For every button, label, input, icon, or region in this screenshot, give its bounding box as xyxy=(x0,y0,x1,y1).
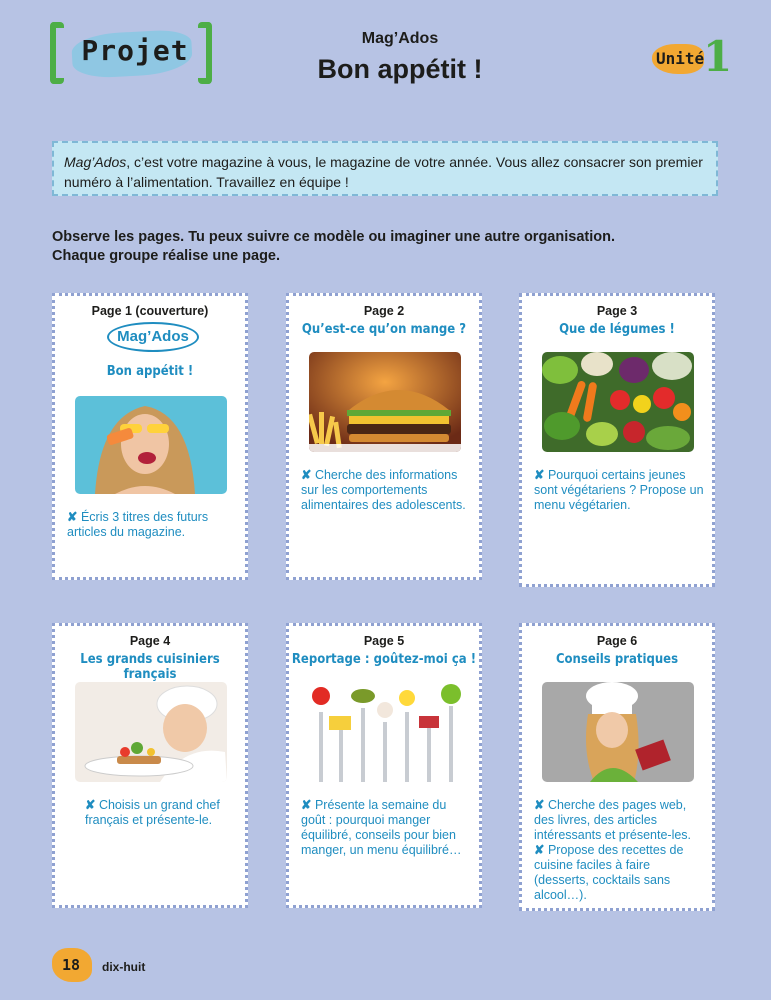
page-card-2 xyxy=(286,293,482,580)
forks-illustration xyxy=(309,682,461,782)
bracket-left-shape xyxy=(50,22,64,84)
project-label: Projet xyxy=(81,34,189,67)
intro-box xyxy=(52,141,718,196)
girl-popsicle-illustration xyxy=(75,396,227,494)
card-image-vegetables xyxy=(542,352,694,452)
card-page-number: Page 2 xyxy=(363,304,405,318)
cross-icon: ✘ xyxy=(534,468,548,482)
card-task xyxy=(301,468,471,513)
card-page-number: Page 4 xyxy=(129,634,171,648)
cross-icon: ✘ xyxy=(301,468,315,482)
magazine-logo: Mag’Ados xyxy=(107,322,199,352)
unit-number: 1 xyxy=(703,32,733,81)
card-title: Les grands cuisiniers français xyxy=(80,652,220,682)
chef-illustration xyxy=(75,682,227,782)
card-task xyxy=(301,798,471,858)
card-image-chef xyxy=(75,682,227,782)
card-image-burger xyxy=(309,352,461,452)
girl-chef-illustration xyxy=(542,682,694,782)
card-task-text: Propose des recettes de cuisine faciles à faire (desserts, cocktails sans alcool…). xyxy=(534,843,684,902)
bracket-right-shape xyxy=(198,22,212,84)
cross-icon: ✘ xyxy=(534,798,548,812)
vegetables-illustration xyxy=(542,352,694,452)
card-task-text: Cherche des informations sur les comportements alimentaires des adolescents. xyxy=(301,468,466,512)
page-title: Bon appétit ! xyxy=(317,54,483,84)
card-image-girl-chef xyxy=(542,682,694,782)
card-task-text: Cherche des pages web, des livres, des articles intéressants et présente-les. xyxy=(534,798,692,842)
card-title: Qu’est-ce qu’on mange ? xyxy=(301,322,467,337)
card-task-text: Pourquoi certains jeunes sont végétariens ? Propose un menu végétarien. xyxy=(534,468,704,512)
intro-magazine-name: Mag’Ados xyxy=(64,154,127,170)
card-page-number: Page 5 xyxy=(363,634,405,648)
page-card-6 xyxy=(519,623,715,911)
card-task xyxy=(67,510,237,540)
cross-icon: ✘ xyxy=(85,798,99,812)
card-page-number: Page 3 xyxy=(596,304,638,318)
card-title: Bon appétit ! xyxy=(106,364,194,379)
unit-label: Unité xyxy=(656,49,705,68)
card-title: Reportage : goûtez-moi ça ! xyxy=(291,652,477,667)
project-badge xyxy=(50,22,212,84)
intro-text: , c’est votre magazine à vous, le magazine de votre année. Vous allez consacrer son premier numéro à l’alimentation. Travaillez en équipe ! xyxy=(64,154,703,190)
card-task-text: Écris 3 titres des futurs articles du magazine. xyxy=(67,510,209,539)
cross-icon: ✘ xyxy=(301,798,315,812)
page-number-label: dix-huit xyxy=(102,960,146,974)
card-title: Conseils pratiques xyxy=(555,652,679,667)
instructions-line-1: Observe les pages. Tu peux suivre ce modèle ou imaginer une autre organisation. xyxy=(52,229,615,245)
card-task xyxy=(85,798,237,828)
page-card-3 xyxy=(519,293,715,587)
instructions xyxy=(52,228,732,266)
card-page-number: Page 1 (couverture) xyxy=(91,304,209,318)
page-card-5 xyxy=(286,623,482,908)
card-title: Que de légumes ! xyxy=(559,322,675,337)
instructions-line-2: Chaque groupe réalise une page. xyxy=(52,248,281,264)
page-number: 18 xyxy=(62,956,81,974)
card-task-list xyxy=(534,798,704,903)
card-task-text: Choisis un grand chef français et présente-le. xyxy=(85,798,220,827)
card-task xyxy=(534,468,704,513)
card-task-text: Présente la semaine du goût : pourquoi manger équilibré, conseils pour bien manger, un menu équilibré… xyxy=(301,798,462,857)
burger-illustration xyxy=(309,352,461,452)
card-image-forks xyxy=(309,682,461,782)
cross-icon: ✘ xyxy=(67,510,81,524)
card-task xyxy=(534,843,704,903)
cross-icon: ✘ xyxy=(534,843,548,857)
page-subtitle: Mag’Ados xyxy=(361,30,439,47)
page-card-1 xyxy=(52,293,248,580)
card-page-number: Page 6 xyxy=(596,634,638,648)
page-card-4 xyxy=(52,623,248,908)
card-task xyxy=(534,798,704,843)
card-image-girl-popsicle xyxy=(75,396,227,494)
